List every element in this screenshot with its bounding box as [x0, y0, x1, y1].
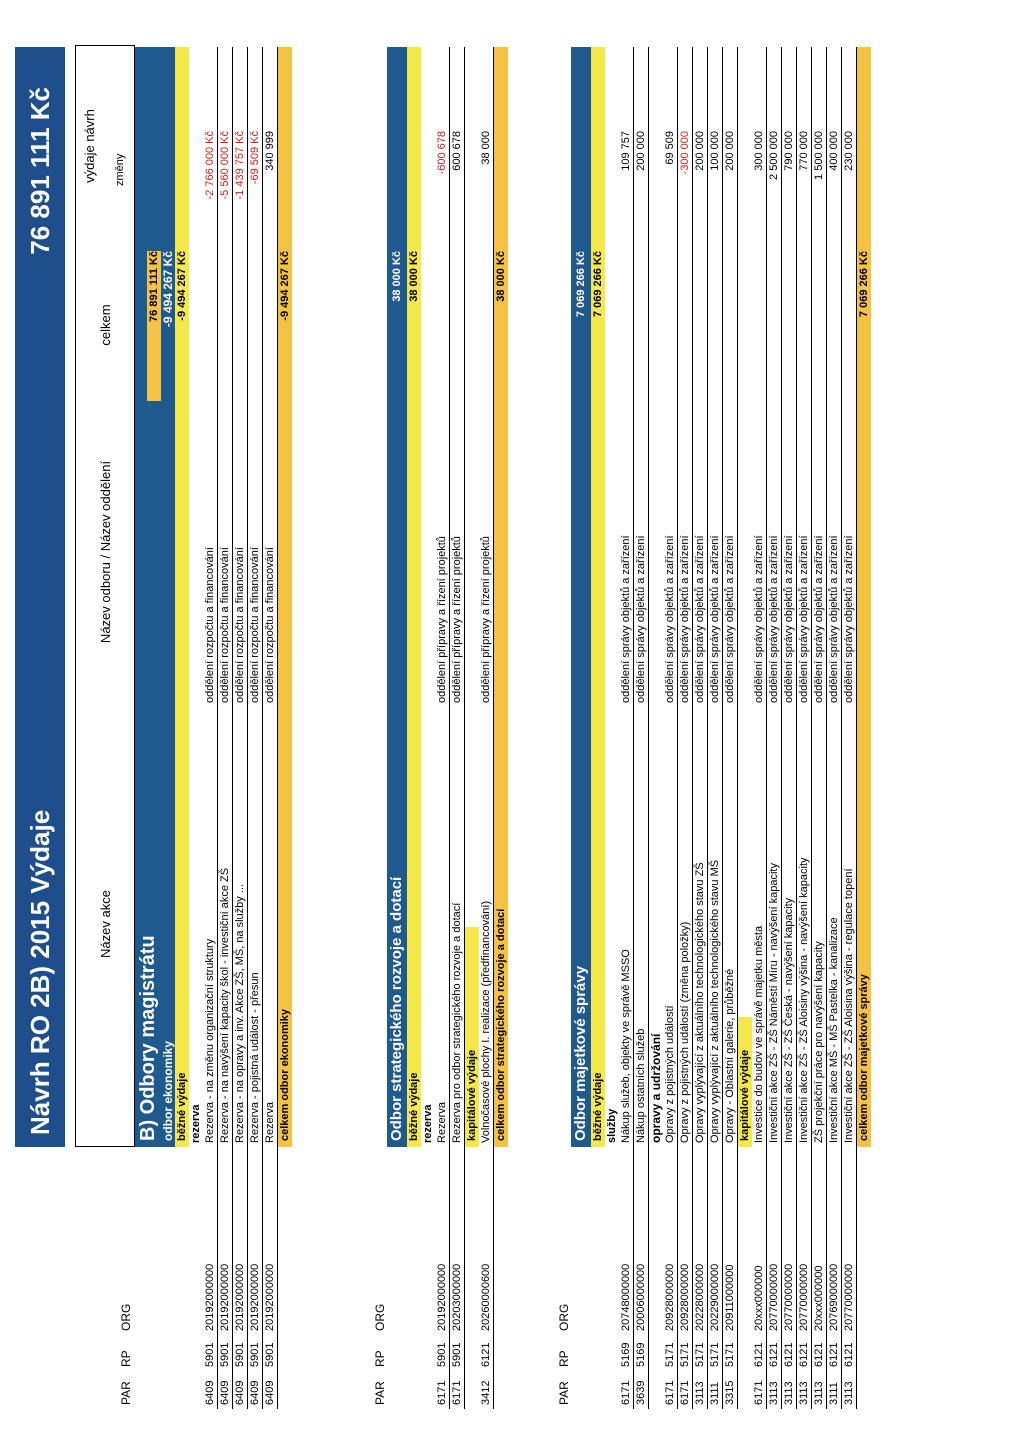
par-cell: 3113 [783, 1381, 795, 1405]
ekonomiky-celkem [278, 47, 292, 1147]
sluzby-label: služby [606, 1108, 618, 1143]
zmeny-cell: 109 757 [620, 131, 632, 171]
rp-cell: 5171 [724, 1342, 736, 1367]
org-cell: 20260000600 [480, 1263, 492, 1331]
table-row [233, 47, 248, 1409]
table-row [634, 47, 649, 1409]
table-row [619, 47, 634, 1409]
table-row [663, 47, 678, 1409]
opravy-rows [663, 47, 738, 1409]
akce-cell: Opravy vyplývající z aktuálního technologického stavu ZŠ [694, 862, 706, 1143]
rp-cell: 6121 [843, 1342, 855, 1367]
rp-cell: 5901 [451, 1342, 463, 1367]
rp-cell: 5169 [635, 1342, 647, 1367]
org-cell: 20770000000 [783, 1263, 795, 1331]
zmeny-cell: 100 000 [709, 131, 721, 171]
par-cell: 6171 [753, 1380, 765, 1405]
section-title-row [135, 47, 161, 1147]
oddeleni-cell: oddělení správy objektů a zařízení [843, 535, 855, 703]
column-headers-1 [119, 47, 133, 1409]
rp-cell: 6121 [828, 1342, 840, 1367]
budget-sheet [1, 39, 1023, 1409]
org-cell: 20769000000 [828, 1263, 840, 1331]
ekonomiky-celkem-total: -9 494 267 Kč [279, 251, 291, 321]
strategicky-name-total: 38 000 Kč [391, 251, 403, 302]
oddeleni-cell: oddělení správy objektů a zařízení [694, 535, 706, 703]
par-cell: 3113 [768, 1381, 780, 1405]
strategicky-name: Odbor strategického rozvoje a dotací [388, 876, 405, 1141]
bezne-total: 7 069 266 Kč [592, 251, 604, 318]
sluzby-label-row [605, 47, 619, 1409]
par-cell: 3113 [694, 1381, 706, 1405]
majetkove-kapitalove [738, 1017, 752, 1147]
bezne-label: běžné výdaje [592, 1072, 604, 1141]
table-row [218, 47, 233, 1409]
akce-cell: Rezerva pro odbor strategického rozvoje a dotací [451, 902, 463, 1143]
akce-cell: Opravy z pojistných událostí (změna položky) [679, 921, 691, 1143]
ekonomiky-rows [203, 47, 278, 1409]
oddeleni-cell: oddělení správy objektů a zařízení [798, 535, 810, 703]
rp-cell: 5169 [620, 1342, 632, 1367]
col-org: ORG [557, 1303, 571, 1331]
par-cell: 6171 [620, 1380, 632, 1405]
org-cell: 20770000000 [843, 1263, 855, 1331]
akce-cell: Nákup ostatních služeb [635, 1028, 647, 1143]
majetkove-header [571, 47, 591, 1147]
grand-total: 76 891 111 Kč [24, 87, 55, 255]
rp-cell: 5901 [204, 1342, 216, 1367]
par-cell: 3639 [635, 1380, 647, 1405]
strategicky-rows [435, 47, 465, 1409]
strategicky-header [387, 47, 407, 1147]
org-cell: 20911000000 [724, 1264, 736, 1331]
org-cell: 20xxx000000 [813, 1265, 825, 1331]
oddeleni-cell: oddělení rozpočtu a financování [264, 547, 276, 703]
table-row [678, 47, 693, 1409]
oddeleni-cell: oddělení přípravy a řízení projektů [480, 536, 492, 703]
sluzby-rows [619, 47, 649, 1409]
org-cell: 20203000000 [451, 1263, 463, 1331]
org-cell: 20770000000 [768, 1263, 780, 1331]
zmeny-cell: 69 509 [664, 131, 676, 165]
rp-cell: 5901 [264, 1342, 276, 1367]
oddeleni-cell: oddělení správy objektů a zařízení [724, 535, 736, 703]
zmeny-cell: -69 509 Kč [249, 131, 261, 185]
rp-cell: 5171 [679, 1342, 691, 1367]
header-celkem: celkem [97, 304, 113, 346]
par-cell: 6171 [664, 1380, 676, 1405]
kapitalove-label: kapitálové výdaje [466, 1049, 478, 1141]
header-zmeny: změny [114, 153, 126, 186]
par-cell: 6171 [679, 1380, 691, 1405]
section-b [135, 47, 292, 1409]
zmeny-cell: 38 000 [480, 131, 492, 165]
table-row [842, 47, 857, 1409]
par-cell: 3113 [813, 1381, 825, 1405]
document-title: Návrh RO 2B) 2015 Výdaje [24, 809, 55, 1135]
header-vydaje: výdaje návrh [82, 109, 97, 183]
section-title: B) Odbory magistrátu [137, 935, 159, 1141]
zmeny-cell: 230 000 [843, 131, 855, 171]
akce-cell: Investiční akce ZŠ - ZŠ Náměstí Míru - navýšení kapacity [768, 863, 780, 1143]
majetkove-kap-rows [752, 47, 857, 1409]
zmeny-cell: -2 766 000 Kč [204, 131, 216, 200]
par-cell: 3111 [828, 1382, 840, 1405]
ekonomiky-celkem-label: celkem odbor ekonomiky [279, 1008, 291, 1141]
oddeleni-cell: oddělení správy objektů a zařízení [828, 535, 840, 703]
table-row [479, 47, 494, 1409]
par-cell: 3315 [724, 1380, 736, 1405]
strategicky-block [373, 47, 508, 1409]
akce-cell: Rezerva - pojistná událost - přesun [249, 972, 261, 1143]
table-row [450, 47, 465, 1409]
rezerva-label: rezerva [190, 1104, 202, 1143]
akce-cell: Investiční akce ZŠ - ZŠ Aloisiny výšina - navýšení kapacity [798, 857, 810, 1143]
par-cell: 6409 [249, 1380, 261, 1405]
rp-cell: 6121 [783, 1342, 795, 1367]
col-par: PAR [557, 1381, 571, 1405]
akce-cell: Opravy vyplývající z aktuálního technologického stavu MŠ [709, 859, 721, 1143]
akce-cell: ZŠ projekční práce pro navýšení kapacity [813, 941, 825, 1143]
table-row [827, 47, 842, 1409]
bezne-total: -9 494 267 Kč [176, 251, 188, 321]
par-cell: 3113 [843, 1381, 855, 1405]
col-rp: RP [557, 1350, 571, 1367]
par-cell: 6409 [234, 1380, 246, 1405]
col-header-row-2 [373, 47, 387, 1409]
zmeny-cell: 790 000 [783, 131, 795, 171]
oddeleni-cell: oddělení rozpočtu a financování [204, 547, 216, 703]
oddeleni-cell: oddělení rozpočtu a financování [234, 547, 246, 703]
col-org: ORG [373, 1303, 387, 1331]
akce-cell: Rezerva - na změnu organizační struktury [204, 938, 216, 1143]
akce-cell: Investice do budov ve správě majetku města [753, 925, 765, 1143]
zmeny-cell: 200 000 [635, 131, 647, 171]
table-row [708, 47, 723, 1409]
akce-cell: Investiční akce ZŠ - ZŠ Česká - navýšení kapacity [783, 897, 795, 1143]
org-cell: 20229000000 [709, 1263, 721, 1331]
majetkove-celkem-total: 7 069 266 Kč [858, 251, 870, 318]
zmeny-cell: 2 500 000 [768, 131, 780, 180]
col-par: PAR [119, 1381, 133, 1405]
akce-cell: Investiční akce MŠ - MŠ Pastelka - kanalizace [828, 917, 840, 1143]
rp-cell: 5171 [664, 1342, 676, 1367]
zmeny-cell: -600 678 [436, 131, 448, 175]
opravy-label-row [649, 47, 663, 1409]
rp-cell: 5901 [436, 1342, 448, 1367]
ekonomiky-name: odbor ekonomiky [161, 1040, 175, 1141]
section-total: 76 891 111 Kč [147, 251, 161, 401]
zmeny-cell: -1 439 757 Kč [234, 131, 246, 200]
org-cell: 20xxx000000 [753, 1265, 765, 1331]
rp-cell: 5901 [219, 1342, 231, 1367]
zmeny-cell: 770 000 [798, 131, 810, 171]
rotated-page [1, 39, 1023, 1409]
zmeny-cell: 300 000 [753, 131, 765, 171]
table-row [263, 47, 278, 1409]
bezne-label: běžné výdaje [176, 1072, 188, 1141]
akce-cell: Rezerva - na navýšení kapacity škol - investiční akce ZŠ [219, 867, 231, 1143]
table-row [782, 47, 797, 1409]
org-cell: 20192000000 [264, 1263, 276, 1331]
oddeleni-cell: oddělení rozpočtu a financování [219, 547, 231, 703]
table-row [435, 47, 450, 1409]
org-cell: 20748000000 [620, 1263, 632, 1331]
oddeleni-cell: oddělení správy objektů a zařízení [620, 535, 632, 703]
col-rp: RP [373, 1350, 387, 1367]
akce-cell: Investiční akce ZŠ - ZŠ Aloisina výšina - regulace topení [843, 868, 855, 1143]
org-cell: 20192000000 [204, 1263, 216, 1331]
kapitalove-label: kapitálové výdaje [739, 1049, 751, 1141]
oddeleni-cell: oddělení přípravy a řízení projektů [436, 536, 448, 703]
rp-cell: 6121 [813, 1342, 825, 1367]
akce-cell: Rezerva [436, 1102, 448, 1143]
title-bar [15, 47, 65, 1147]
zmeny-cell: -300 000 [679, 131, 691, 175]
oddeleni-cell: oddělení správy objektů a zařízení [783, 535, 795, 703]
col-header-row [119, 47, 133, 1409]
table-row [812, 47, 827, 1409]
majetkove-bezne [591, 47, 605, 1147]
bezne-total: 38 000 Kč [408, 251, 420, 302]
oddeleni-cell: oddělení správy objektů a zařízení [635, 535, 647, 703]
org-cell: 20192000000 [234, 1263, 246, 1331]
table-row [797, 47, 812, 1409]
org-cell: 20006000000 [635, 1263, 647, 1331]
zmeny-cell: 200 000 [724, 131, 736, 171]
oddeleni-cell: oddělení správy objektů a zařízení [679, 535, 691, 703]
rezerva-label-row [189, 47, 203, 1409]
header-odbor: Název odboru / Název oddělení [97, 460, 113, 644]
par-cell: 6171 [451, 1380, 463, 1405]
col-org: ORG [119, 1303, 133, 1331]
akce-cell: Volnočasové plochy I. realizace (předfinancování) [480, 900, 492, 1143]
oddeleni-cell: oddělení správy objektů a zařízení [664, 535, 676, 703]
rp-cell: 5171 [694, 1342, 706, 1367]
akce-cell: Opravy - Oblastní galerie, průběžné [724, 968, 736, 1143]
org-cell: 20192000000 [219, 1263, 231, 1331]
akce-cell: Nákup služeb, objekty ve správě MSSO [620, 949, 632, 1143]
akce-cell: Rezerva - na opravy a inv. Akce ZŠ, MŠ, na služby ... [234, 883, 246, 1143]
table-row [693, 47, 708, 1409]
header-akce: Název akce [97, 890, 113, 958]
table-row [767, 47, 782, 1409]
rp-cell: 6121 [798, 1342, 810, 1367]
strategicky-celkem-total: 38 000 Kč [495, 251, 507, 302]
org-cell: 20228000000 [694, 1263, 706, 1331]
oddeleni-cell: oddělení správy objektů a zařízení [768, 535, 780, 703]
majetkove-name: Odbor majetkové správy [572, 965, 589, 1141]
rp-cell: 6121 [768, 1342, 780, 1367]
ekonomiky-name-total: -9 494 267 Kč [161, 251, 175, 328]
opravy-label: opravy a udržování [649, 1033, 663, 1143]
rp-cell: 6121 [753, 1342, 765, 1367]
org-cell: 20192000000 [436, 1263, 448, 1331]
org-cell: 20928000000 [664, 1263, 676, 1331]
col-header-row-3 [557, 47, 571, 1409]
table-row [723, 47, 738, 1409]
akce-cell: Rezerva [264, 1102, 276, 1143]
strategicky-celkem-label: celkem odbor strategického rozvoje a dotací [495, 908, 507, 1141]
par-cell: 6171 [436, 1380, 448, 1405]
akce-cell: Opravy z pojistných událostí [664, 1005, 676, 1143]
table-row [248, 47, 263, 1409]
par-cell: 6409 [264, 1380, 276, 1405]
rp-cell: 6121 [480, 1342, 492, 1367]
strategicky-kapitalove [465, 927, 479, 1147]
rezerva-label-row [421, 47, 435, 1409]
zmeny-cell: 340 999 [264, 131, 276, 171]
par-cell: 3111 [709, 1382, 721, 1405]
rp-cell: 5901 [249, 1342, 261, 1367]
par-cell: 6409 [204, 1380, 216, 1405]
oddeleni-cell: oddělení rozpočtu a financování [249, 547, 261, 703]
ekonomiky-header [161, 47, 175, 1147]
col-rp: RP [119, 1350, 133, 1367]
table-row [752, 47, 767, 1409]
oddeleni-cell: oddělení správy objektů a zařízení [709, 535, 721, 703]
oddeleni-cell: oddělení správy objektů a zařízení [753, 535, 765, 703]
zmeny-cell: 600 678 [451, 131, 463, 171]
majetkove-celkem [857, 47, 871, 1147]
zmeny-cell: 1 500 000 [813, 131, 825, 180]
bezne-label: běžné výdaje [408, 1072, 420, 1141]
oddeleni-cell: oddělení přípravy a řízení projektů [451, 536, 463, 703]
ekonomiky-bezne [175, 47, 189, 1147]
par-cell: 6409 [219, 1380, 231, 1405]
org-cell: 20770000000 [798, 1263, 810, 1331]
oddeleni-cell: oddělení správy objektů a zařízení [813, 535, 825, 703]
table-row [203, 47, 218, 1409]
rezerva-label: rezerva [422, 1104, 434, 1143]
strategicky-celkem [494, 47, 508, 1147]
zmeny-cell: -5 560 000 Kč [219, 131, 231, 200]
majetkove-block [557, 47, 871, 1409]
rp-cell: 5171 [709, 1342, 721, 1367]
zmeny-cell: 200 000 [694, 131, 706, 171]
strategicky-bezne [407, 47, 421, 1147]
rp-cell: 5901 [234, 1342, 246, 1367]
par-cell: 3412 [480, 1380, 492, 1405]
majetkove-celkem-label: celkem odbor majetkové správy [858, 974, 870, 1141]
par-cell: 3113 [798, 1381, 810, 1405]
majetkove-name-total: 7 069 266 Kč [575, 251, 587, 318]
org-cell: 20192000000 [249, 1263, 261, 1331]
zmeny-cell: 400 000 [828, 131, 840, 171]
org-cell: 20928000000 [679, 1263, 691, 1331]
strategicky-kap-rows [479, 47, 494, 1409]
col-par: PAR [373, 1381, 387, 1405]
